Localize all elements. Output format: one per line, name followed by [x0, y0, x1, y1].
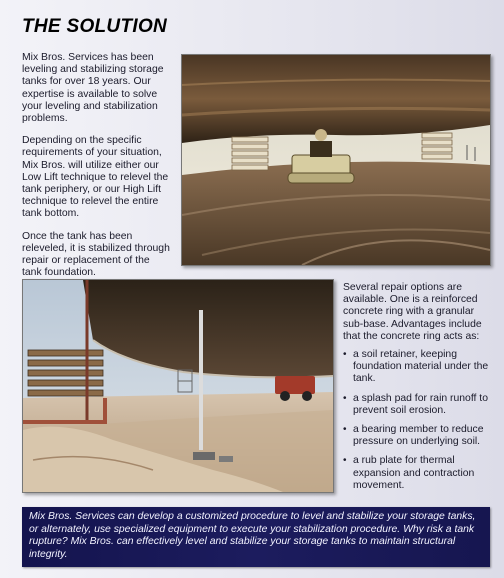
- intro-paragraph: Depending on the specific requirements of your situation, Mix Bros. will utilize either our Low Lift technique to relevel the tank periphery, or our High Lift technique to relevel the entire tank bottom.: [22, 135, 169, 220]
- foundation-repair-illustration: [23, 280, 333, 492]
- list-item: [343, 393, 493, 417]
- list-item-text: a bearing member to reduce pressure on underlying soil.: [353, 424, 484, 448]
- tank-lift-photo: [181, 54, 491, 266]
- list-item-text: a splash pad for rain runoff to prevent soil erosion.: [353, 392, 488, 416]
- list-item-text: a rub plate for thermal expansion and contraction movement.: [353, 455, 475, 491]
- bullet-icon: •: [343, 392, 347, 404]
- list-item: [343, 424, 493, 448]
- repair-intro: Several repair options are available. One is a reinforced concrete ring with a granular sub-base. Advantages include that the concrete ring acts as:: [343, 282, 482, 342]
- bullet-icon: •: [343, 424, 347, 436]
- banner-text: Mix Bros. Services can develop a customized procedure to level and stabilize your storage tanks, or alternately, use specialized equipment to execute your stabilization procedure. Why risk a tank rupture? Mix Bros. can effectively level and stabilize your storage tanks to maintain structural integrity.: [29, 511, 476, 560]
- list-item-text: a soil retainer, keeping foundation material under the tank.: [353, 349, 489, 385]
- summary-banner: [22, 507, 490, 567]
- intro-text-column: [22, 52, 172, 289]
- bullet-icon: •: [343, 349, 347, 361]
- page-title: THE SOLUTION: [22, 16, 168, 37]
- bullet-icon: •: [343, 455, 347, 467]
- intro-paragraph: Mix Bros. Services has been leveling and stabilizing storage tanks for over 18 years. Our expertise is available to solve your leveling and stabilization problems.: [22, 52, 164, 125]
- intro-paragraph: Once the tank has been releveled, it is stabilized through repair or replacement of the tank foundation.: [22, 230, 170, 279]
- repair-options-text: [343, 282, 493, 499]
- list-item: [343, 455, 493, 492]
- list-item: [343, 349, 493, 386]
- foundation-repair-photo: [22, 279, 334, 493]
- advantages-list: [343, 349, 493, 492]
- tank-lift-illustration: [182, 55, 490, 265]
